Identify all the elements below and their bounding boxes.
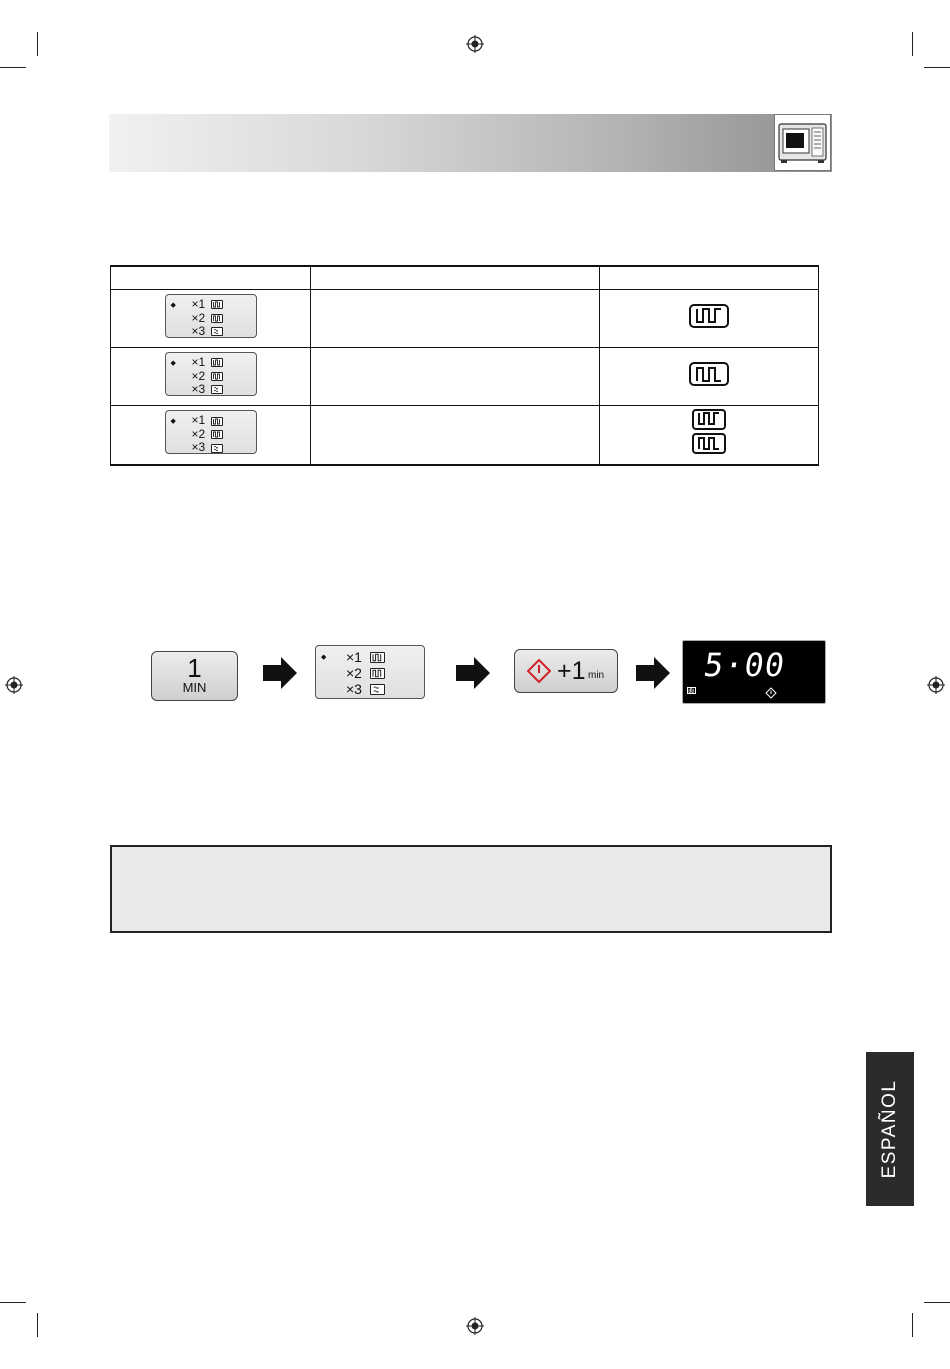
crop-mark [924,1302,950,1303]
button-number: 1 [187,653,202,683]
lcd-cell [111,348,311,406]
crop-mark [37,32,38,56]
arrow-right-icon [455,656,491,690]
note-box [110,845,832,933]
grill-icon-cell [600,348,819,406]
bottom-grill-icon [370,668,385,679]
lcd-selector-display [315,645,425,699]
microwave-icon [774,114,831,171]
grill-icon-cell [600,406,819,465]
lcd-selector-display [165,294,257,338]
microwave-wave-icon [211,327,223,336]
microwave-wave-icon [370,684,385,695]
registration-mark-icon [927,676,945,694]
multiplier-label: ×1 [191,297,206,311]
oven-display-panel [682,640,826,704]
crop-mark [912,1313,913,1337]
arrow-right-icon [262,656,298,690]
description-cell [311,348,600,406]
bottom-grill-icon [211,314,223,323]
registration-mark-icon [466,35,484,53]
top-grill-icon [689,304,729,328]
multiplier-label: ×3 [191,382,206,396]
lcd-cell [111,290,311,348]
top-grill-icon [211,358,223,367]
multiplier-label: ×2 [191,310,206,325]
table-row [111,406,819,465]
top-grill-icon [370,652,385,663]
description-cell [311,406,600,465]
dual-grill-icon [691,409,727,455]
lcd-cell [111,406,311,465]
table-row [111,290,819,348]
selection-marker: ◆ [170,418,176,426]
multiplier-label: ×1 [191,355,206,369]
language-tab-label: ESPAÑOL [879,1079,900,1179]
multiplier-label: ×3 [346,681,362,697]
table-header-cell [111,266,311,290]
display-time: 5·00 [701,646,788,684]
multiplier-label: ×1 [191,413,206,428]
crop-mark [37,1313,38,1337]
table-header-row [111,266,819,290]
min-unit-label: min [588,670,605,681]
language-tab [866,1052,914,1206]
plus-one-label: +1 [557,657,586,685]
crop-mark [924,67,950,68]
registration-mark-icon [466,1317,484,1335]
table-header-cell [600,266,819,290]
multiplier-label: ×1 [346,649,362,665]
crop-mark [0,1302,26,1303]
multiplier-label: ×3 [191,440,206,455]
one-min-button[interactable] [151,651,238,701]
multiplier-label: ×3 [191,324,206,338]
lcd-selector-display [165,410,257,454]
grill-mode-table [110,265,819,466]
microwave-wave-icon [211,444,223,453]
grill-icon-cell [600,290,819,348]
table-row [111,348,819,406]
start-plus-one-min-button[interactable] [514,649,618,693]
section-header-bar [109,114,832,172]
top-grill-icon [211,417,223,426]
start-icon [527,659,551,683]
selection-marker: ◆ [170,360,176,367]
bottom-grill-icon [211,372,223,381]
selection-marker: ◆ [170,302,176,309]
multiplier-label: ×2 [191,426,206,441]
multiplier-label: ×2 [346,665,362,681]
top-grill-icon [211,300,223,309]
display-top-grill-icon [687,687,696,694]
multiplier-label: ×2 [191,368,206,383]
display-start-icon [765,687,777,699]
button-unit: MIN [182,680,207,695]
crop-mark [912,32,913,56]
selection-marker: ◆ [321,654,327,661]
table-header-cell [311,266,600,290]
bottom-grill-icon [689,362,729,386]
description-cell [311,290,600,348]
crop-mark [0,67,26,68]
registration-mark-icon [5,676,23,694]
arrow-right-icon [635,656,671,690]
lcd-selector-display [165,352,257,396]
bottom-grill-icon [211,430,223,439]
microwave-wave-icon [211,385,223,394]
